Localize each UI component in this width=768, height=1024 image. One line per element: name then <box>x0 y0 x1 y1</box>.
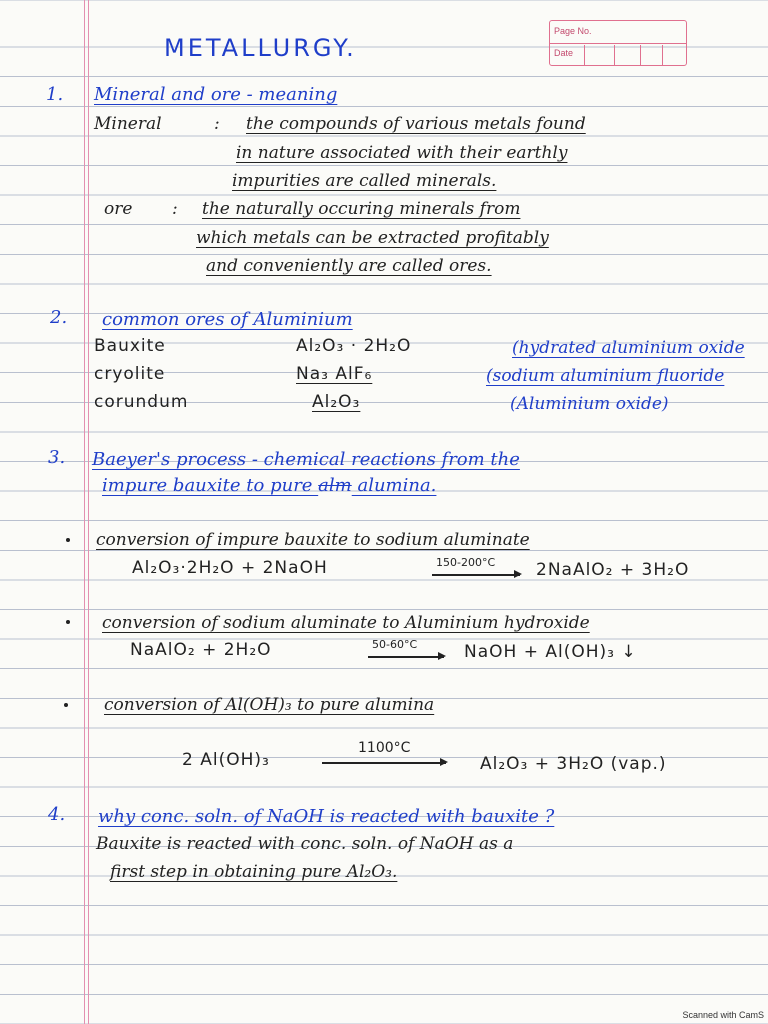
ore-name: cryolite <box>94 364 166 384</box>
reaction-arrow <box>322 762 446 764</box>
ore-definition-line-3: and conveniently are called ores. <box>206 256 492 276</box>
section-4-number: 4. <box>48 804 66 825</box>
step-1-text: conversion of impure bauxite to sodium aluminate <box>96 530 530 550</box>
reaction-arrow <box>432 574 520 576</box>
mineral-definition-line-1: the compounds of various metals found <box>246 114 586 134</box>
ore-formula: Na₃ AlF₆ <box>296 364 373 384</box>
page-number-date-box <box>549 20 687 66</box>
ore-formula: Al₂O₃ · 2H₂O <box>296 336 412 356</box>
section-1-heading: Mineral and ore - meaning <box>94 84 338 105</box>
step-2-products: NaOH + Al(OH)₃ ↓ <box>464 642 637 662</box>
section-2-heading: common ores of Aluminium <box>102 309 353 330</box>
ore-name: corundum <box>94 392 189 412</box>
ore-description: (hydrated aluminium oxide <box>512 338 745 358</box>
reaction-arrow <box>368 656 444 658</box>
page-title: METALLURGY. <box>164 34 357 62</box>
step-3-products: Al₂O₃ + 3H₂O (vap.) <box>480 754 667 774</box>
step-2-reactants: NaAlO₂ + 2H₂O <box>130 640 272 660</box>
section-4-question: why conc. soln. of NaOH is reacted with bauxite ? <box>98 806 555 827</box>
margin-line <box>88 0 89 1024</box>
ore-description: (Aluminium oxide) <box>510 394 669 414</box>
step-1-reactants: Al₂O₃·2H₂O + 2NaOH <box>132 558 328 578</box>
ore-term: ore <box>104 199 133 219</box>
ore-definition-line-1: the naturally occuring minerals from <box>202 199 521 219</box>
ore-description: (sodium aluminium fluoride <box>486 366 725 386</box>
step-3-text: conversion of Al(OH)₃ to pure alumina <box>104 695 435 715</box>
section-4-answer-line-1: Bauxite is reacted with conc. soln. of NaOH as a <box>96 834 514 854</box>
page-no-label: Page No. <box>550 21 686 44</box>
step-1-products: 2NaAlO₂ + 3H₂O <box>536 560 690 580</box>
margin-line <box>84 0 85 1024</box>
section-3-heading-line-2: impure bauxite to pure alm alumina. <box>102 475 437 496</box>
mineral-definition-line-2: in nature associated with their earthly <box>236 143 568 163</box>
section-3-heading-line-1: Baeyer's process - chemical reactions from the <box>92 449 520 470</box>
ore-definition-line-2: which metals can be extracted profitably <box>196 228 549 248</box>
step-2-condition: 50-60°C <box>372 638 418 651</box>
bullet <box>64 703 68 707</box>
ore-colon: : <box>172 199 178 219</box>
section-4-answer-line-2: first step in obtaining pure Al₂O₃. <box>110 862 398 882</box>
section-3-number: 3. <box>48 447 66 468</box>
section-2-number: 2. <box>50 307 68 328</box>
bullet <box>66 538 70 542</box>
ore-name: Bauxite <box>94 336 166 356</box>
step-3-condition: 1100°C <box>358 740 411 756</box>
section-1-number: 1. <box>46 84 64 105</box>
step-3-reactants: 2 Al(OH)₃ <box>182 750 270 770</box>
step-2-text: conversion of sodium aluminate to Aluminium hydroxide <box>102 613 590 633</box>
ore-formula: Al₂O₃ <box>312 392 361 412</box>
bullet <box>66 620 70 624</box>
mineral-definition-line-3: impurities are called minerals. <box>232 171 497 191</box>
scanned-watermark: Scanned with CamS <box>682 1010 764 1020</box>
step-1-condition: 150-200°C <box>436 556 496 569</box>
date-label: Date <box>554 48 574 58</box>
mineral-term: Mineral <box>94 114 162 134</box>
mineral-colon: : <box>214 114 220 134</box>
